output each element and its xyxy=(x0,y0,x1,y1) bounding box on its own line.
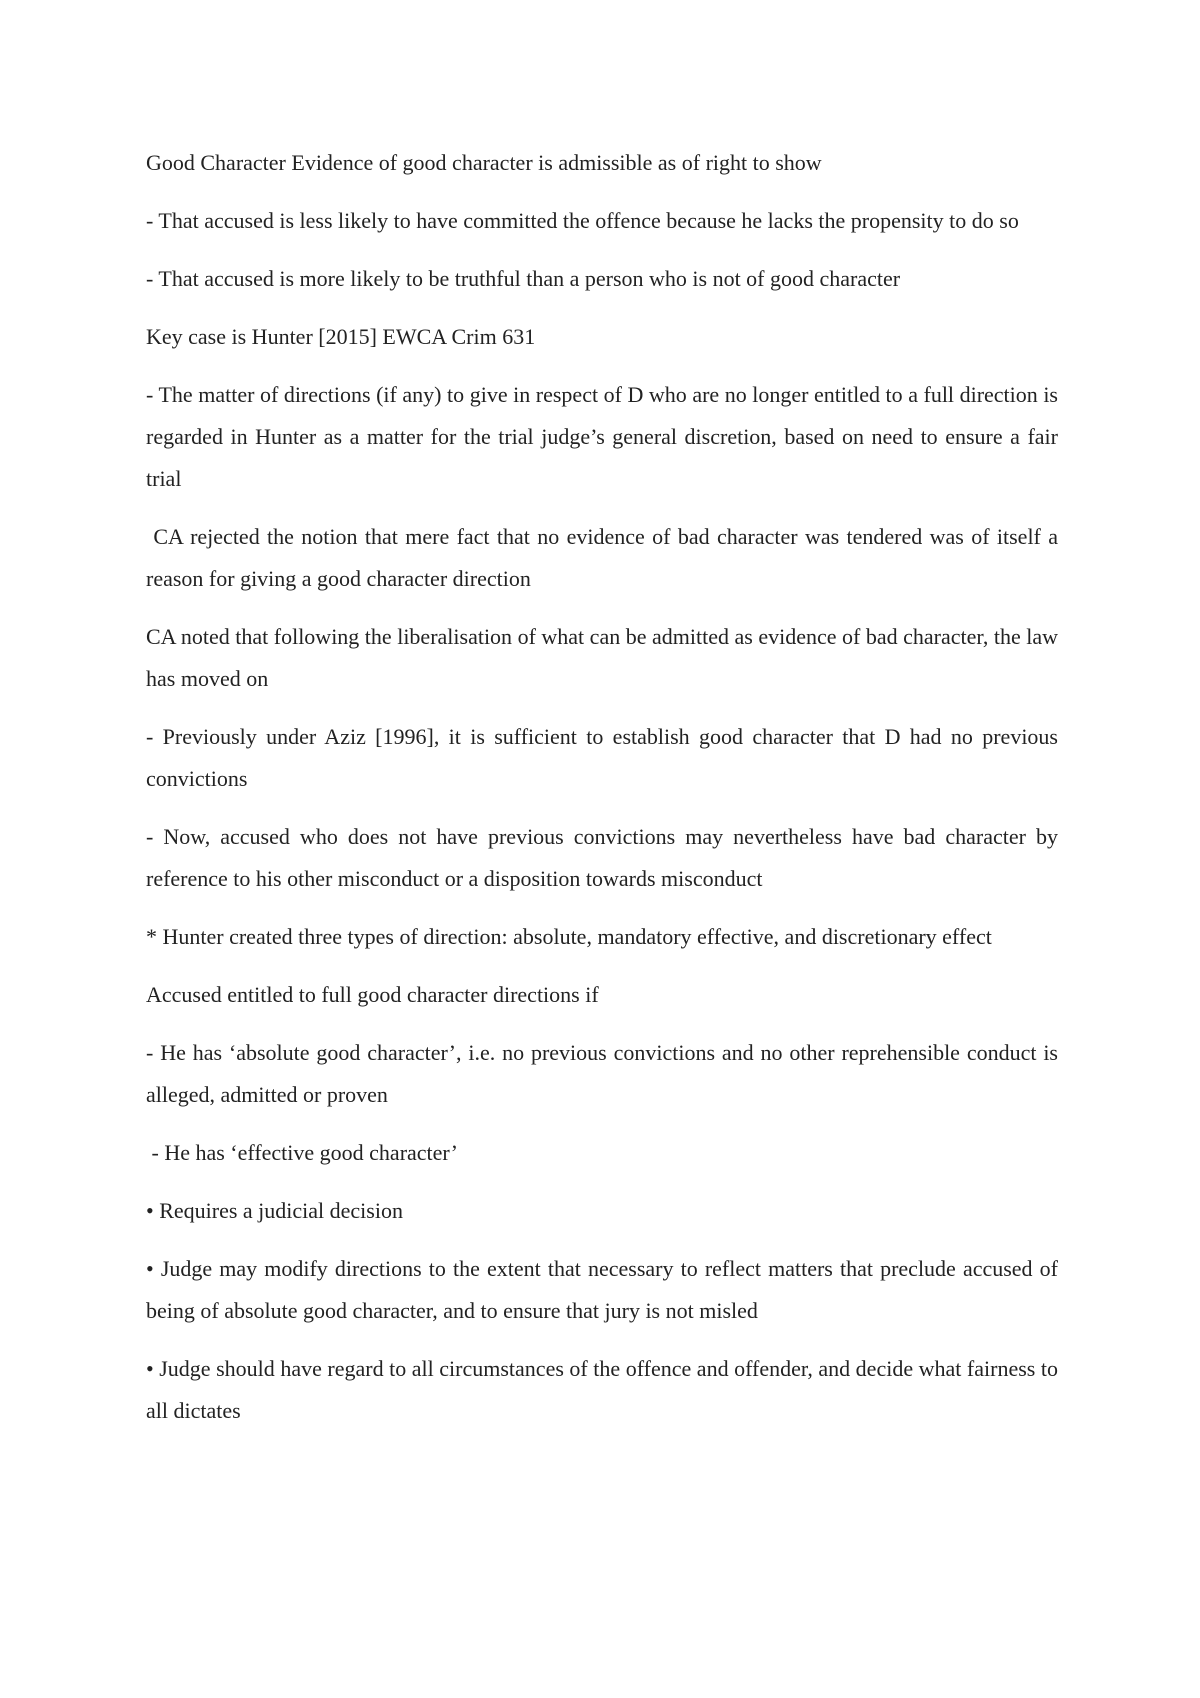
paragraph-absolute-good-character: - He has ‘absolute good character’, i.e. no previous convictions and no other reprehensible conduct is alleged, admitted or proven xyxy=(146,1040,1058,1107)
paragraph-propensity: - That accused is less likely to have committed the offence because he lacks the propensity to do so xyxy=(146,208,1019,233)
paragraph-three-types: * Hunter created three types of direction: absolute, mandatory effective, and discretionary effect xyxy=(146,924,992,949)
paragraph-entitled: Accused entitled to full good character directions if xyxy=(146,982,599,1007)
paragraph-truthful: - That accused is more likely to be truthful than a person who is not of good character xyxy=(146,266,901,291)
heading-good-character: Good Character Evidence of good character is admissible as of right to show xyxy=(146,150,822,175)
paragraph-ca-rejected: CA rejected the notion that mere fact that no evidence of bad character was tendered was of itself a reason for giving a good character direction xyxy=(146,524,1064,591)
bullet-judge-modify: • Judge may modify directions to the extent that necessary to reflect matters that preclude accused of being of absolute good character, and to ensure that jury is not misled xyxy=(146,1256,1058,1323)
paragraph-effective-good-character: - He has ‘effective good character’ xyxy=(146,1140,458,1165)
paragraph-aziz: - Previously under Aziz [1996], it is sufficient to establish good character that D had no previous convictions xyxy=(146,724,1058,791)
bullet-judicial-decision: • Requires a judicial decision xyxy=(146,1198,403,1223)
document-body xyxy=(146,142,1064,1448)
paragraph-ca-noted: CA noted that following the liberalisation of what can be admitted as evidence of bad character, the law has moved on xyxy=(146,624,1058,691)
bullet-judge-regard: • Judge should have regard to all circumstances of the offence and offender, and decide what fairness to all dictates xyxy=(146,1356,1058,1423)
paragraph-now-accused: - Now, accused who does not have previous convictions may nevertheless have bad character by reference to his other misconduct or a disposition towards misconduct xyxy=(146,824,1058,891)
paragraph-directions-discretion: - The matter of directions (if any) to give in respect of D who are no longer entitled to a full direction is regarded in Hunter as a matter for the trial judge’s general discretion, based on need to ensure a fair trial xyxy=(146,382,1058,491)
paragraph-key-case: Key case is Hunter [2015] EWCA Crim 631 xyxy=(146,324,536,349)
